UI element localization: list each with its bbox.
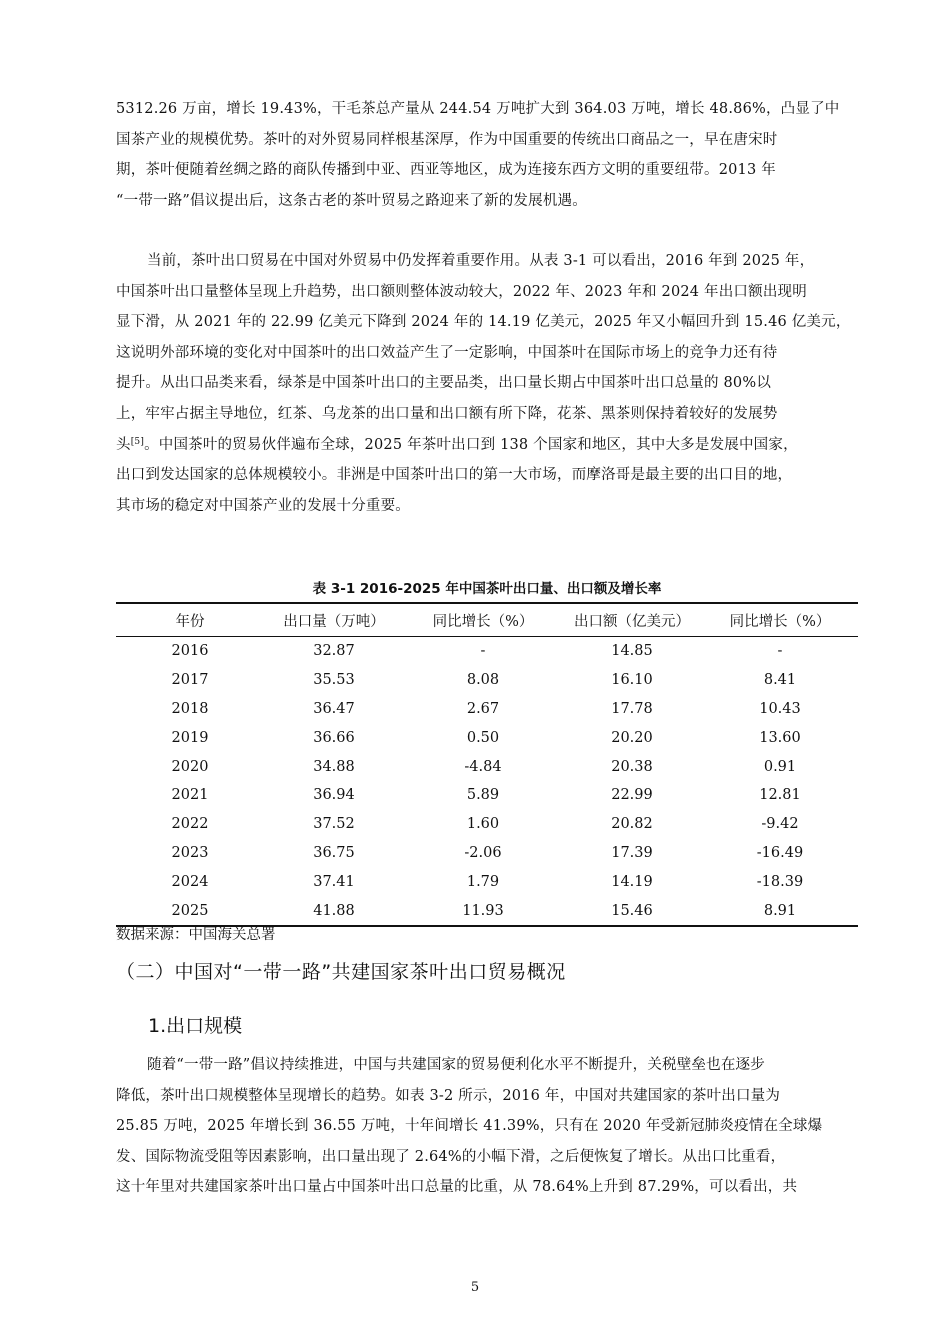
text-line: 显下滑，从 2021 年的 22.99 亿美元下降到 2024 年的 14.19 亿美元，2025 年又小幅回升到 15.46 亿美元，: [116, 314, 851, 331]
table-cell: 2017: [171, 672, 209, 689]
column-header: 同比增长（%）: [702, 603, 858, 637]
table-cell: 2023: [171, 844, 209, 861]
text-line: 这十年里对共建国家茶叶出口量占中国茶叶出口总量的比重，从 78.64%上升到 87.29%，可以看出，共: [116, 1179, 798, 1196]
paragraph-intro: [116, 94, 858, 216]
table-cell: 12.81: [759, 787, 801, 804]
table-row: [116, 839, 858, 868]
citation-ref[interactable]: [5]: [130, 436, 145, 447]
paragraph-export-overview: [116, 246, 858, 521]
table-cell: -4.84: [464, 758, 502, 775]
page-number: 5: [470, 1280, 480, 1295]
table-row: [116, 666, 858, 695]
table-cell: 34.88: [313, 758, 355, 775]
table-cell: 32.87: [313, 643, 355, 660]
table-caption: 表 3-1 2016-2025 年中国茶叶出口量、出口额及增长率: [312, 581, 662, 597]
table-cell: -: [480, 643, 486, 660]
table-cell: 0.91: [763, 758, 797, 775]
text-fragment: 头: [116, 436, 131, 453]
table-cell: 20.20: [611, 729, 653, 746]
table-cell: 0.50: [466, 729, 500, 746]
table-cell: 11.93: [404, 896, 562, 926]
table-cell: 22.99: [611, 787, 653, 804]
table-cell: 5.89: [466, 787, 500, 804]
table-cell: 16.10: [611, 672, 653, 689]
text-fragment: 。中国茶叶的贸易伙伴遍布全球，2025 年茶叶出口到 138 个国家和地区，其中大多是发展中国家，: [144, 436, 798, 453]
table-cell: 14.85: [611, 643, 653, 660]
table-cell: 2.67: [466, 700, 500, 717]
table-cell: 41.88: [264, 896, 404, 926]
table-cell: 10.43: [759, 700, 801, 717]
paragraph-export-scale: [116, 1050, 858, 1203]
table-cell: 2021: [171, 787, 209, 804]
text-line: 期，茶叶便随着丝绸之路的商队传播到中亚、西亚等地区，成为连接东西方文明的重要纽带。2013 年: [116, 162, 776, 179]
text-line: 上，牢牢占据主导地位，红茶、乌龙茶的出口量和出口额有所下降，花茶、黑茶则保持着较好的发展势: [116, 405, 778, 422]
table-cell: 2018: [171, 700, 209, 717]
column-header: 年份: [116, 603, 264, 637]
table-cell: 2022: [171, 816, 209, 833]
table-cell: 36.47: [313, 700, 355, 717]
table-cell: 36.66: [313, 729, 355, 746]
table-cell: 2025: [116, 896, 264, 926]
table-row: [116, 810, 858, 839]
column-header: 出口额（亿美元）: [562, 603, 702, 637]
subsection-heading: 1.出口规模: [148, 1015, 243, 1037]
text-line: 中国茶叶出口量整体呈现上升趋势，出口额则整体波动较大，2022 年、2023 年和 2024 年出口额出现明: [116, 283, 807, 300]
table-cell: 2020: [171, 758, 209, 775]
table-row: [116, 867, 858, 896]
table-cell: 2019: [171, 729, 209, 746]
table-cell: 13.60: [759, 729, 801, 746]
text-line: 这说明外部环境的变化对中国茶叶的出口效益产生了一定影响，中国茶叶在国际市场上的竞争力还有待: [116, 344, 778, 361]
table-row: [116, 752, 858, 781]
table-cell: 20.38: [611, 758, 653, 775]
table-cell: 36.94: [313, 787, 355, 804]
table-cell: -9.42: [761, 816, 799, 833]
export-table: [116, 602, 858, 927]
text-line: “一带一路”倡议提出后，这条古老的茶叶贸易之路迎来了新的发展机遇。: [116, 192, 587, 209]
table-cell: -18.39: [756, 873, 804, 890]
text-line: 随着“一带一路”倡议持续推进，中国与共建国家的贸易便利化水平不断提升，关税壁垒也在逐步: [147, 1057, 765, 1073]
table-cell: 37.41: [313, 873, 355, 890]
table-cell: 17.78: [611, 700, 653, 717]
text-line: 国茶产业的规模优势。茶叶的对外贸易同样根基深厚，作为中国重要的传统出口商品之一，早在唐宋时: [116, 131, 778, 148]
table-cell: 2024: [171, 873, 209, 890]
table-source-note: 数据来源：中国海关总署: [116, 927, 276, 943]
table-cell: 35.53: [313, 672, 355, 689]
table-row: [116, 896, 858, 926]
section-heading: （二）中国对“一带一路”共建国家茶叶出口贸易概况: [116, 961, 566, 983]
table-cell: 8.41: [763, 672, 797, 689]
column-header: 出口量（万吨）: [264, 603, 404, 637]
table-cell: -2.06: [464, 844, 502, 861]
text-line: 提升。从出口品类来看，绿茶是中国茶叶出口的主要品类，出口量长期占中国茶叶出口总量的 80%以: [116, 375, 772, 392]
table-cell: 2016: [171, 643, 209, 660]
text-line: 降低，茶叶出口规模整体呈现增长的趋势。如表 3-2 所示，2016 年，中国对共建国家的茶叶出口量为: [116, 1087, 781, 1104]
table-cell: 15.46: [562, 896, 702, 926]
table-cell: 8.08: [466, 672, 500, 689]
text-line: 其市场的稳定对中国茶产业的发展十分重要。: [116, 497, 410, 514]
text-line: 发、国际物流受阻等因素影响，出口量出现了 2.64%的小幅下滑，之后便恢复了增长。从出口比重看，: [116, 1148, 786, 1165]
text-line: [116, 430, 858, 461]
table-header-row: [116, 603, 858, 637]
text-line: 5312.26 万亩，增长 19.43%，干毛茶总产量从 244.54 万吨扩大到 364.03 万吨，增长 48.86%，凸显了中: [116, 101, 840, 117]
table-row: [116, 695, 858, 724]
text-line: 当前，茶叶出口贸易在中国对外贸易中仍发挥着重要作用。从表 3-1 可以看出，2016 年到 2025 年，: [147, 253, 815, 269]
table-row: [116, 723, 858, 752]
table-row: [116, 781, 858, 810]
table-cell: 37.52: [313, 816, 355, 833]
table-cell: 1.79: [466, 873, 500, 890]
table-row: [116, 637, 858, 666]
table-cell: 17.39: [611, 844, 653, 861]
table-cell: 36.75: [313, 844, 355, 861]
text-line: 25.85 万吨，2025 年增长到 36.55 万吨，十年间增长 41.39%，只有在 2020 年受新冠肺炎疫情在全球爆: [116, 1118, 823, 1135]
table-cell: 8.91: [702, 896, 858, 926]
table-cell: 1.60: [466, 816, 500, 833]
table-cell: 14.19: [611, 873, 653, 890]
table-cell: 20.82: [611, 816, 653, 833]
table-cell: -: [777, 643, 783, 660]
column-header: 同比增长（%）: [404, 603, 562, 637]
table-cell: -16.49: [756, 844, 804, 861]
text-line: 出口到发达国家的总体规模较小。非洲是中国茶叶出口的第一大市场，而摩洛哥是最主要的出口目的地，: [116, 467, 793, 484]
